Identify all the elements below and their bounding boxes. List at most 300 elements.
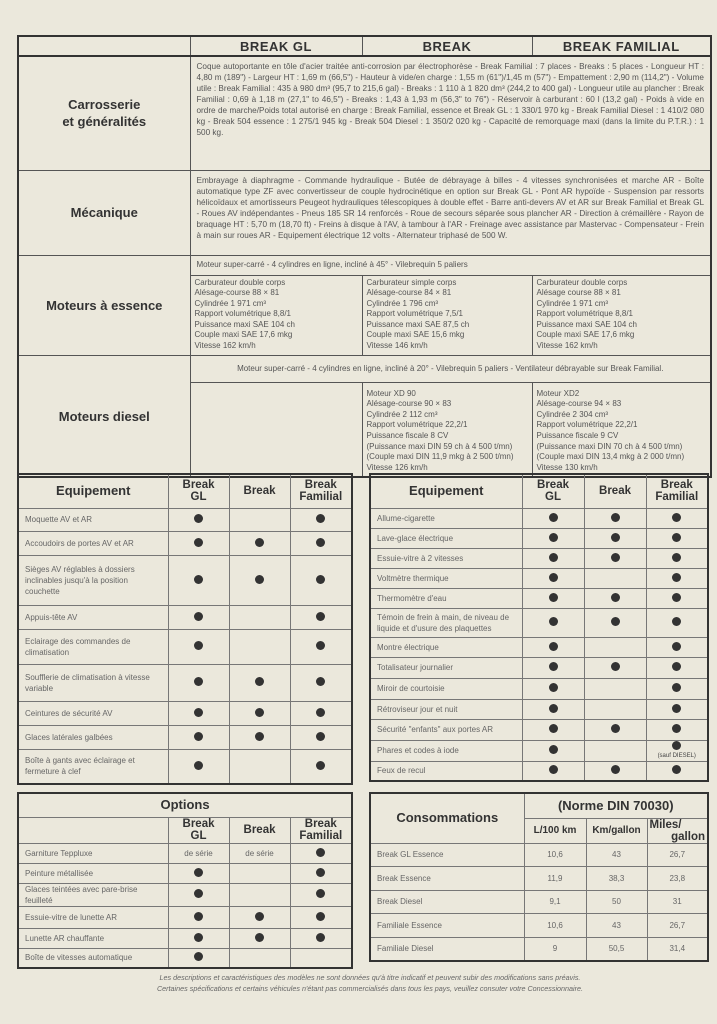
spec-line: Couple maxi SAE 15,6 mkg — [366, 330, 465, 340]
row-label: Sécurité "enfants" aux portes AR — [370, 719, 522, 740]
dot-icon — [316, 868, 325, 877]
row-label: Lunette AR chauffante — [18, 928, 168, 948]
table-row — [18, 605, 352, 629]
section-label-line: et généralités — [62, 114, 147, 130]
table-row — [18, 928, 352, 948]
spec-line: Puissance maxi SAE 87,5 ch — [366, 319, 470, 329]
col-l100km: L/100 km — [524, 818, 586, 843]
spec-line: Puissance fiscale 8 CV — [366, 431, 449, 441]
dot-icon — [611, 617, 620, 626]
empty-cell — [229, 749, 290, 784]
table-row — [370, 761, 708, 781]
dot-icon — [316, 933, 325, 942]
included-cell — [522, 719, 584, 740]
dot-icon — [316, 889, 325, 898]
dot-icon — [611, 662, 620, 671]
spec-line: Alésage-course 84 × 81 — [366, 288, 452, 298]
section-label-diesel: Moteurs diesel — [18, 355, 190, 477]
value-cell: de série — [229, 843, 290, 863]
dot-icon — [194, 761, 203, 770]
dot-icon — [549, 553, 558, 562]
table-row — [370, 568, 708, 588]
included-cell — [646, 740, 708, 761]
spec-line: (Puissance maxi DIN 59 ch à 4 500 t/mn) — [366, 441, 513, 451]
included-cell — [168, 928, 229, 948]
dot-icon — [194, 912, 203, 921]
row-label: Glaces teintées avec pare-brise feuilleté — [18, 883, 168, 906]
included-cell — [229, 664, 290, 701]
included-cell — [168, 863, 229, 883]
dot-icon — [672, 513, 681, 522]
options-title-row — [18, 793, 352, 817]
spec-line: Couple maxi SAE 17,6 mkg — [194, 330, 293, 340]
row-label: Essuie-vitre à 2 vitesses — [370, 548, 522, 568]
included-cell — [522, 637, 584, 657]
table-row — [18, 883, 352, 906]
spec-line: Vitesse 162 km/h — [194, 341, 256, 351]
col-miles-gallon — [647, 818, 708, 843]
included-cell — [168, 629, 229, 664]
dot-icon — [316, 732, 325, 741]
dot-icon — [549, 513, 558, 522]
included-cell — [229, 555, 290, 605]
dot-icon — [549, 662, 558, 671]
value-cell: de série — [168, 843, 229, 863]
value-miles-gallon: 31,4 — [647, 937, 708, 961]
spec-line: (Puissance maxi DIN 70 ch à 4 500 t/mn) — [536, 441, 683, 451]
spec-line: Cylindrée 1 971 cm³ — [194, 298, 267, 308]
included-cell — [646, 528, 708, 548]
dot-icon — [316, 848, 325, 857]
spec-line: Carburateur double corps — [194, 277, 286, 287]
included-cell — [290, 555, 352, 605]
table-row — [18, 863, 352, 883]
row-label: Feux de recul — [370, 761, 522, 781]
row-label: Miroir de courtoisie — [370, 678, 522, 699]
included-cell — [522, 657, 584, 678]
dot-icon — [672, 704, 681, 713]
value-km-gallon: 43 — [586, 843, 647, 867]
value-l100km: 11,9 — [524, 867, 586, 891]
included-cell — [646, 637, 708, 657]
engine-spec-cell — [362, 382, 532, 477]
dot-icon — [255, 575, 264, 584]
carrosserie-row — [18, 56, 711, 170]
included-cell — [646, 588, 708, 608]
equipment-header-row — [18, 474, 352, 508]
included-cell — [290, 928, 352, 948]
included-cell — [290, 701, 352, 725]
table-row — [18, 843, 352, 863]
col-label: gallon — [671, 830, 706, 843]
table-row — [370, 637, 708, 657]
spec-line: Couple maxi SAE 17,6 mkg — [536, 330, 635, 340]
dot-icon — [611, 724, 620, 733]
dot-icon — [194, 933, 203, 942]
row-label: Témoin de frein à main, de niveau de liquide et d'usure des plaquettes — [370, 608, 522, 637]
row-label: Familiale Essence — [370, 914, 524, 938]
dot-icon — [672, 553, 681, 562]
table-row — [370, 937, 708, 961]
row-label: Glaces latérales galbées — [18, 725, 168, 749]
row-label: Allume-cigarette — [370, 508, 522, 528]
dot-icon — [255, 708, 264, 717]
col-label: Break — [304, 818, 337, 830]
dot-icon — [194, 575, 203, 584]
included-cell — [522, 761, 584, 781]
included-cell — [646, 568, 708, 588]
spec-line: Alésage-course 88 × 81 — [194, 288, 280, 298]
empty-cell — [584, 678, 646, 699]
included-cell — [584, 608, 646, 637]
row-label: Garniture Teppluxe — [18, 843, 168, 863]
value-l100km: 9,1 — [524, 890, 586, 914]
spec-line: Cylindrée 1 796 cm³ — [366, 298, 439, 308]
table-row — [370, 699, 708, 719]
col-break-gl — [168, 817, 229, 843]
empty-cell — [229, 883, 290, 906]
section-label-line: Carrosserie — [68, 97, 141, 113]
included-cell — [584, 528, 646, 548]
value-km-gallon: 50,5 — [586, 937, 647, 961]
table-row — [370, 548, 708, 568]
included-cell — [290, 531, 352, 555]
section-label-essence: Moteurs à essence — [18, 255, 190, 355]
spec-line: Rapport volumétrique 22,2/1 — [536, 420, 638, 430]
dot-icon — [672, 683, 681, 692]
table-row — [18, 629, 352, 664]
dot-icon — [549, 704, 558, 713]
consumption-title-row — [370, 793, 708, 818]
included-cell — [168, 664, 229, 701]
included-cell — [229, 531, 290, 555]
row-label: Totalisateur journalier — [370, 657, 522, 678]
included-cell — [522, 740, 584, 761]
dot-icon — [316, 538, 325, 547]
row-label: Sièges AV réglables à dossiers inclinables jusqu'à la position couchette — [18, 555, 168, 605]
value-miles-gallon: 26,7 — [647, 914, 708, 938]
dot-icon — [255, 912, 264, 921]
included-cell — [168, 749, 229, 784]
row-label: Thermomètre d'eau — [370, 588, 522, 608]
empty-cell — [229, 629, 290, 664]
dot-icon — [194, 889, 203, 898]
dot-icon — [672, 642, 681, 651]
included-cell — [522, 699, 584, 719]
options-title: Options — [18, 793, 352, 817]
included-cell — [168, 531, 229, 555]
included-cell — [646, 678, 708, 699]
spec-table — [17, 35, 712, 478]
dot-icon — [316, 514, 325, 523]
included-cell — [584, 761, 646, 781]
row-label: Boîte de vitesses automatique — [18, 948, 168, 968]
included-cell — [290, 664, 352, 701]
col-label: GL — [190, 830, 207, 842]
spec-line: Puissance maxi SAE 104 ch — [194, 319, 295, 329]
spec-line: Alésage-course 94 × 83 — [536, 399, 622, 409]
essence-common-text: Moteur super-carré - 4 cylindres en ligne, incliné à 45° - Vilebrequin 5 paliers — [190, 255, 711, 275]
col-break: Break — [584, 474, 646, 508]
dot-icon — [672, 617, 681, 626]
included-cell — [229, 725, 290, 749]
table-row — [370, 678, 708, 699]
consumption-title: Consommations — [370, 793, 524, 843]
col-label: Familial — [655, 491, 699, 504]
dot-icon — [672, 593, 681, 602]
mecanique-text: Embrayage à diaphragme - Commande hydraulique - Butée de débrayage à billes - 4 vitesses synchronisées et marche AR - Boîte automatique type ZF avec convertisseur de couple hydrocinétique en option sur Break GL - Pont AR hypoïde - Suspension par ressorts hélicoïdaux et amortisseurs Peugeot hydrauliques télescopiques à double effet - Barre anti-devers AV et AR sur Break Familial et Break GL - Roues AV indépendantes - Pneus 185 SR 14 renforcés - Roue de secours séparée sous plancher AR - Direction à crémaillère - Rayon de braquage HT : 5,70 m (18,70 ft) - Freins à disque à l'AV, à tambour à l'AR - Freinage avec assistance par Mastervac - Compensateur - Frein à main sur roues AR - Equipement électrique 12 volts - Alternateur triphasé de 500 W. — [190, 170, 711, 255]
engine-spec-cell-empty — [190, 382, 362, 477]
row-label: Break GL Essence — [370, 843, 524, 867]
table-row — [370, 657, 708, 678]
spec-line: Vitesse 146 km/h — [366, 341, 428, 351]
included-cell — [646, 548, 708, 568]
value-l100km: 9 — [524, 937, 586, 961]
included-cell — [646, 657, 708, 678]
spec-line: Rapport volumétrique 22,2/1 — [366, 420, 468, 430]
table-row — [370, 608, 708, 637]
row-label: Boîte à gants avec éclairage et fermeture à clef — [18, 749, 168, 784]
dot-icon — [255, 933, 264, 942]
row-label: Voltmètre thermique — [370, 568, 522, 588]
spec-line: (Couple maxi DIN 11,9 mkg à 2 500 t/mn) — [366, 452, 514, 462]
model-header: BREAK — [362, 36, 532, 56]
spec-line: Rapport volumétrique 8,8/1 — [194, 309, 291, 319]
value-miles-gallon: 31 — [647, 890, 708, 914]
spec-line: (Couple maxi DIN 13,4 mkg à 2 000 t/mn) — [536, 452, 685, 462]
spec-line: Rapport volumétrique 7,5/1 — [366, 309, 463, 319]
dot-icon — [255, 538, 264, 547]
row-label: Accoudoirs de portes AV et AR — [18, 531, 168, 555]
row-label: Ceintures de sécurité AV — [18, 701, 168, 725]
row-label: Soufflerie de climatisation à vitesse variable — [18, 664, 168, 701]
included-cell — [290, 843, 352, 863]
dot-icon — [194, 514, 203, 523]
dot-icon — [316, 761, 325, 770]
dot-icon — [549, 683, 558, 692]
included-cell — [290, 863, 352, 883]
included-cell — [646, 608, 708, 637]
row-label: Peinture métallisée — [18, 863, 168, 883]
included-cell — [168, 555, 229, 605]
col-label: Miles/ — [649, 818, 682, 831]
dot-icon — [194, 677, 203, 686]
dot-icon — [549, 765, 558, 774]
options-header-blank — [18, 817, 168, 843]
engine-spec-cell — [362, 275, 532, 355]
included-cell — [646, 699, 708, 719]
row-label: Montre électrique — [370, 637, 522, 657]
diesel-common-text: Moteur super-carré - 4 cylindres en ligne, incliné à 20° - Vilebrequin 5 paliers - Ventilateur débrayable sur Break Familial. — [190, 355, 711, 382]
dot-icon — [611, 513, 620, 522]
empty-cell — [584, 637, 646, 657]
table-row — [18, 508, 352, 531]
col-label: Break — [304, 479, 337, 492]
spec-line: Carburateur simple corps — [366, 277, 457, 287]
included-cell — [584, 588, 646, 608]
value-l100km: 10,6 — [524, 914, 586, 938]
engine-spec-cell — [532, 275, 711, 355]
spec-line: Vitesse 130 km/h — [536, 462, 598, 472]
dot-icon — [549, 642, 558, 651]
included-cell — [522, 608, 584, 637]
dot-icon — [672, 533, 681, 542]
col-break-gl — [168, 474, 229, 508]
included-cell — [229, 928, 290, 948]
col-label: Break — [182, 818, 215, 830]
col-label: GL — [190, 491, 207, 504]
engine-spec-cell — [190, 275, 362, 355]
model-header: BREAK GL — [190, 36, 362, 56]
dot-icon — [255, 677, 264, 686]
col-label: Familial — [299, 491, 343, 504]
consumption-norm: (Norme DIN 70030) — [524, 793, 708, 818]
empty-cell — [290, 948, 352, 968]
dot-icon — [549, 573, 558, 582]
cell-note: (sauf DIESEL) — [657, 753, 696, 759]
row-label: Lave-glace électrique — [370, 528, 522, 548]
equipment-header-row — [370, 474, 708, 508]
spec-line: Puissance maxi SAE 104 ch — [536, 319, 637, 329]
equipment-right-body — [370, 508, 708, 781]
col-km-gallon: Km/gallon — [586, 818, 647, 843]
col-break-familial — [646, 474, 708, 508]
options-table — [17, 792, 353, 969]
table-row — [18, 725, 352, 749]
spec-line: Alésage course 88 × 81 — [536, 288, 621, 298]
table-row — [18, 948, 352, 968]
engine-spec-cell — [532, 382, 711, 477]
dot-icon — [194, 868, 203, 877]
included-cell — [168, 725, 229, 749]
table-row — [370, 740, 708, 761]
included-cell — [168, 906, 229, 928]
model-header: BREAK FAMILIAL — [532, 36, 711, 56]
row-label: Break Essence — [370, 867, 524, 891]
equipment-title: Equipement — [18, 474, 168, 508]
table-row — [370, 588, 708, 608]
row-label: Essuie-vitre de lunette AR — [18, 906, 168, 928]
col-break: Break — [229, 474, 290, 508]
included-cell — [522, 508, 584, 528]
dot-icon — [549, 533, 558, 542]
dot-icon — [549, 593, 558, 602]
row-label: Appuis-tête AV — [18, 605, 168, 629]
value-km-gallon: 43 — [586, 914, 647, 938]
included-cell — [168, 701, 229, 725]
dot-icon — [194, 708, 203, 717]
disclaimer-line: Certaines spécifications et certains véhicules n'étant pas commercialisés dans tous les pays, veuillez consuter votre Concessionnaire. — [156, 984, 584, 993]
dot-icon — [549, 724, 558, 733]
col-label: Break — [182, 479, 215, 492]
row-label: Familiale Diesel — [370, 937, 524, 961]
spec-line: Cylindrée 1 971 cm³ — [536, 298, 609, 308]
included-cell — [290, 629, 352, 664]
dot-icon — [194, 641, 203, 650]
dot-icon — [316, 708, 325, 717]
included-cell — [584, 719, 646, 740]
dot-icon — [672, 741, 681, 750]
col-label: Familial — [299, 830, 343, 842]
options-header-row — [18, 817, 352, 843]
empty-cell — [584, 699, 646, 719]
included-cell — [584, 508, 646, 528]
disclaimer-line: Les descriptions et caractéristiques des modèles ne sont données qu'à titre indicatif et peuvent subir des modifications sans préavis. — [159, 973, 581, 982]
dot-icon — [316, 641, 325, 650]
dot-icon — [194, 538, 203, 547]
dot-icon — [611, 593, 620, 602]
included-cell — [290, 883, 352, 906]
included-cell — [646, 761, 708, 781]
col-break-familial — [290, 817, 352, 843]
included-cell — [168, 948, 229, 968]
spec-line: Cylindrée 2 112 cm³ — [366, 409, 438, 419]
row-label: Moquette AV et AR — [18, 508, 168, 531]
table-row — [370, 914, 708, 938]
empty-cell — [229, 863, 290, 883]
dot-icon — [316, 575, 325, 584]
dot-icon — [316, 912, 325, 921]
dot-icon — [255, 732, 264, 741]
dot-icon — [611, 533, 620, 542]
empty-cell — [229, 508, 290, 531]
dot-icon — [611, 553, 620, 562]
col-break: Break — [229, 817, 290, 843]
disclaimer — [60, 972, 680, 994]
spec-line: Carburateur double corps — [536, 277, 628, 287]
empty-cell — [229, 605, 290, 629]
consumption-table — [369, 792, 709, 962]
essence-common-row — [18, 255, 711, 275]
included-cell — [584, 548, 646, 568]
included-cell — [168, 883, 229, 906]
col-break-gl — [522, 474, 584, 508]
table-row — [370, 890, 708, 914]
included-cell — [522, 548, 584, 568]
spec-line: Moteur XD2 — [536, 388, 580, 398]
included-cell — [168, 605, 229, 629]
section-label-carrosserie — [18, 56, 190, 170]
value-miles-gallon: 26,7 — [647, 843, 708, 867]
empty-cell — [229, 948, 290, 968]
dot-icon — [672, 765, 681, 774]
empty-cell — [584, 740, 646, 761]
row-label: Rétroviseur jour et nuit — [370, 699, 522, 719]
equipment-table-right — [369, 473, 709, 782]
value-l100km: 10,6 — [524, 843, 586, 867]
spec-header-blank — [18, 36, 190, 56]
empty-cell — [584, 568, 646, 588]
spec-line: Cylindrée 2 304 cm³ — [536, 409, 609, 419]
spec-header-row — [18, 36, 711, 56]
table-row — [370, 528, 708, 548]
included-cell — [522, 678, 584, 699]
dot-icon — [611, 765, 620, 774]
spec-line: Puissance fiscale 9 CV — [536, 431, 619, 441]
dot-icon — [316, 612, 325, 621]
included-cell — [522, 528, 584, 548]
row-label: Phares et codes à iode — [370, 740, 522, 761]
diesel-common-row — [18, 355, 711, 382]
included-cell — [290, 906, 352, 928]
included-cell — [584, 657, 646, 678]
value-km-gallon: 38,3 — [586, 867, 647, 891]
dot-icon — [194, 952, 203, 961]
spec-line: Alésage-course 90 × 83 — [366, 399, 452, 409]
table-row — [18, 664, 352, 701]
consumption-body — [370, 843, 708, 961]
table-row — [18, 555, 352, 605]
